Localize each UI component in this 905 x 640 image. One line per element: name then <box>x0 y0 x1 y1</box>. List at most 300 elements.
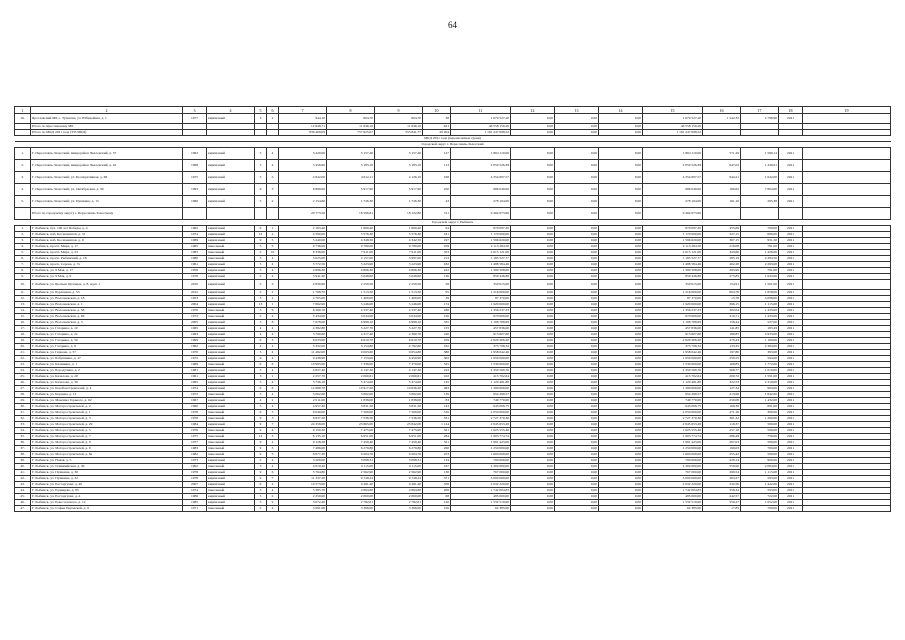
table-cell: 0,00 <box>511 308 555 314</box>
table-cell: 2 830,90 <box>279 280 327 290</box>
table-cell: 2010 <box>183 280 207 290</box>
table-cell: 0,00 <box>599 452 643 458</box>
table-cell: Г. Рыбинск, ул. Бурлацкая, д. 53 <box>31 290 183 296</box>
table-cell: 5. <box>15 250 31 256</box>
table-cell: 2021 <box>779 274 803 280</box>
table-cell: 0,00 <box>599 344 643 350</box>
table-cell: 1962 <box>183 344 207 350</box>
table-cell: 749 770,00 <box>451 398 511 404</box>
table-cell: 5. <box>15 196 31 208</box>
table-cell: 2021 <box>779 428 803 434</box>
table-cell: 1967 <box>183 398 207 404</box>
table-cell: 0,00 <box>555 488 599 494</box>
table-cell: панельный <box>207 410 255 416</box>
table-cell: 0,00 <box>511 274 555 280</box>
table-cell: 130 <box>423 470 451 476</box>
table-cell: 2021 <box>779 482 803 488</box>
table-cell: 904,00 <box>741 386 779 392</box>
table-cell: 2021 <box>779 184 803 196</box>
table-cell: 3 062,60 <box>279 392 327 398</box>
table-cell: 2 <box>267 290 279 296</box>
table-cell: 1 591,00 <box>741 280 779 290</box>
table-cell: 127,32 <box>703 386 741 392</box>
table-cell: 0,00 <box>555 410 599 416</box>
table-cell: 46. <box>15 500 31 506</box>
table-cell: 7 153,00 <box>327 356 375 362</box>
table-cell: 5 <box>267 238 279 244</box>
table-cell: 4 126,10 <box>375 172 423 184</box>
table-cell: 12. <box>15 296 31 302</box>
column-number: 12 <box>511 107 555 114</box>
table-cell: 2 <box>267 500 279 506</box>
table-cell: 181 <box>423 232 451 238</box>
table-cell: 278 104,00 <box>451 196 511 208</box>
table-cell: 0,00 <box>599 440 643 446</box>
table-cell: 28. <box>15 392 31 398</box>
table-cell: 3 456,90 <box>279 160 327 172</box>
table-cell: 358 <box>423 482 451 488</box>
table-cell: 7 <box>267 476 279 482</box>
table-cell: 3 <box>255 374 267 380</box>
table-cell: 0,00 <box>599 160 643 172</box>
table-cell: 9 <box>255 356 267 362</box>
table-cell: 804,70 <box>327 114 375 124</box>
table-cell: 1961 <box>183 262 207 268</box>
table-cell: 4 957,40 <box>279 404 327 410</box>
page-number: 64 <box>448 20 457 30</box>
table-cell: 1963 <box>183 332 207 338</box>
table-cell: 1 950 000,00 <box>643 356 703 362</box>
table-cell: 0,00 <box>555 268 599 274</box>
table-cell: Г. Рыбинск, ул. Моторостроителей, д. 5 <box>31 428 183 434</box>
table-cell: 4 <box>267 506 279 512</box>
table-cell: 5 <box>255 280 267 290</box>
table-cell: 20. <box>15 344 31 350</box>
table-cell: 0,00 <box>599 332 643 338</box>
table-cell: Г. Рыбинск, ул. Софьи Перовской, д. 6 <box>31 506 183 512</box>
table-cell: 593,00 <box>741 488 779 494</box>
table-cell: панельный <box>207 464 255 470</box>
table-cell: 2021 <box>779 232 803 238</box>
table-cell: 327,15 <box>703 232 741 238</box>
table-cell: 3 474,00 <box>375 380 423 386</box>
table-cell: Г. Рыбинск, просп. Серова, д. 7а <box>31 262 183 268</box>
table-cell: 1970 <box>183 308 207 314</box>
table-cell: 1 903 774,74 <box>643 434 703 440</box>
table-cell: 1982 <box>183 452 207 458</box>
table-cell: Г. Рыбинск, просп. Рыбинский, д. 18 <box>31 256 183 262</box>
table-cell: Г. Рыбинск, ул. Качалова, д. 30 <box>31 380 183 386</box>
table-cell: 46 558 150,20 <box>451 124 511 130</box>
table-cell: 259,55 <box>703 356 741 362</box>
table-cell: 0,00 <box>599 274 643 280</box>
table-cell: 4 <box>267 350 279 356</box>
table-cell: 0,00 <box>511 124 555 130</box>
table-cell: 39. <box>15 458 31 464</box>
table-cell: 5 <box>255 488 267 494</box>
table-cell: 804,76 <box>703 290 741 296</box>
table-cell: 2021 <box>779 470 803 476</box>
section-heading: МКД 2021 года (перенесенные сроки) <box>15 136 891 142</box>
table-cell: 367,15 <box>703 238 741 244</box>
table-cell: 9 <box>255 428 267 434</box>
table-cell: 2021 <box>779 332 803 338</box>
table-cell: 4 <box>267 344 279 350</box>
table-cell: 0,00 <box>555 114 599 124</box>
table-cell: 3 <box>267 434 279 440</box>
table-cell: 5 025,00 <box>279 256 327 262</box>
table-cell: 0,00 <box>511 356 555 362</box>
table-cell: Г. Рыбинск, ул. Олимпийская, д. 36 <box>31 464 183 470</box>
table-cell: 2 059 526,39 <box>643 160 703 172</box>
table-cell: 0,00 <box>599 130 643 136</box>
table-cell: 5 <box>255 274 267 280</box>
table-cell: 6 010,70 <box>375 338 423 344</box>
table-cell: 9. <box>15 274 31 280</box>
table-cell: Г. Рыбинск, ул. Моторостроителей, д. 2 <box>31 404 183 410</box>
table-cell: кирпичный <box>207 344 255 350</box>
table-cell: 9 <box>255 446 267 452</box>
table-cell: 255,42 <box>703 452 741 458</box>
table-cell: кирпичный <box>207 238 255 244</box>
table-cell: 2 820 206,20 <box>643 338 703 344</box>
table-cell: 222 <box>423 268 451 274</box>
table-cell: 3 034,00 <box>375 314 423 320</box>
table-cell: 208 <box>423 488 451 494</box>
table-cell: 0,00 <box>555 350 599 356</box>
table-cell: 1. <box>15 226 31 232</box>
table-cell: 0,00 <box>599 446 643 452</box>
table-cell: 3 068,31 <box>375 458 423 464</box>
table-cell: 621 <box>423 124 451 130</box>
table-cell: 87 370,00 <box>451 296 511 302</box>
table-cell: 527,00 <box>741 320 779 326</box>
table-cell: 0,00 <box>555 130 599 136</box>
table-cell: кирпичный <box>207 404 255 410</box>
table-cell: 7. <box>15 262 31 268</box>
table-cell: 44. <box>15 488 31 494</box>
table-cell: 8 077,20 <box>279 452 327 458</box>
table-cell: 0,00 <box>599 256 643 262</box>
table-cell: 0,00 <box>599 184 643 196</box>
table-cell: 4 <box>267 464 279 470</box>
table-cell: 9 491,40 <box>327 482 375 488</box>
table-cell: 1989 <box>183 362 207 368</box>
table-cell: 9 <box>255 440 267 446</box>
table-cell: 599,00 <box>741 422 779 428</box>
table-cell: 113 <box>423 160 451 172</box>
table-cell: 325 <box>423 362 451 368</box>
table-cell: Г. Переславль-Залесский, ул. Кооперативная, д. 68 <box>31 172 183 184</box>
table-cell: Г. Рыбинск, ул. Расторгуева, д. 40 <box>31 482 183 488</box>
table-cell: 2021 <box>779 494 803 500</box>
table-cell: Г. Рыбинск, ул. Качалова, д. 20 <box>31 374 183 380</box>
table-cell: 275,85 <box>703 274 741 280</box>
table-cell: 11 482,00 <box>279 350 327 356</box>
table-cell: 5 <box>255 320 267 326</box>
table-cell: 804,70 <box>375 114 423 124</box>
table-cell: 9 <box>255 416 267 422</box>
table-cell: 485 000,00 <box>643 494 703 500</box>
table-cell: 986 040,00 <box>643 184 703 196</box>
table-cell: 3 062,00 <box>375 392 423 398</box>
table-cell: 3 576,30 <box>375 232 423 238</box>
table-cell: 4 382,80 <box>279 326 327 332</box>
table-cell: 5 <box>255 368 267 374</box>
table-cell: панельный <box>207 446 255 452</box>
table-cell: 1 726,30 <box>327 196 375 208</box>
table-cell: 2021 <box>779 362 803 368</box>
table-cell: 1 600 000,00 <box>451 452 511 458</box>
table-cell: 2 259,50 <box>327 280 375 290</box>
table-cell: 0,00 <box>555 172 599 184</box>
table-cell: 3 764,80 <box>279 470 327 476</box>
table-cell: 1 958 042,46 <box>451 350 511 356</box>
table-cell: 3 366,00 <box>375 506 423 512</box>
table-cell: 36. <box>15 440 31 446</box>
table-cell: 2021 <box>779 488 803 494</box>
table-cell: 1 185 527,77 <box>643 256 703 262</box>
table-cell: 0,00 <box>555 326 599 332</box>
table-cell: 0,00 <box>511 350 555 356</box>
table-cell: 4 <box>255 326 267 332</box>
table-cell: 62 385,00 <box>451 506 511 512</box>
table-cell: 193 <box>423 368 451 374</box>
table-cell: 2 782,61 <box>375 500 423 506</box>
table-cell: 0,00 <box>511 440 555 446</box>
table-cell: 2 <box>267 296 279 302</box>
table-cell: 2 <box>267 232 279 238</box>
table-cell: 141,85 <box>703 326 741 332</box>
table-cell: 5 917,90 <box>375 184 423 196</box>
table-cell: 0,00 <box>511 302 555 308</box>
table-cell: 183,29 <box>741 326 779 332</box>
table-cell: 2 <box>267 114 279 124</box>
table-cell: 10 636,20 <box>375 386 423 392</box>
table-cell: 9 749,24 <box>327 476 375 482</box>
table-cell: 5 <box>255 160 267 172</box>
table-cell: 9 482 673,96 <box>643 208 703 220</box>
table-cell: 2021 <box>779 392 803 398</box>
table-cell: 2021 <box>779 196 803 208</box>
table-cell: 1 909,40 <box>375 226 423 232</box>
table-cell: 0,00 <box>599 250 643 256</box>
table-cell: 1 356 237,23 <box>643 308 703 314</box>
table-cell: 7 500,00 <box>375 410 423 416</box>
table-cell: 162 <box>423 344 451 350</box>
table-cell: 213 <box>423 256 451 262</box>
table-cell: 3 <box>267 452 279 458</box>
table-cell: 10 917,20 <box>327 386 375 392</box>
table-cell: 457 836,00 <box>643 326 703 332</box>
table-cell: 3 576,30 <box>327 232 375 238</box>
table-cell: 1 390 508,00 <box>451 268 511 274</box>
table-cell: 0,00 <box>555 494 599 500</box>
table-cell: 1983 <box>183 250 207 256</box>
table-cell: 1 124 <box>423 422 451 428</box>
table-cell: 155 <box>423 326 451 332</box>
table-cell: 102 <box>423 374 451 380</box>
table-cell: 9 780,00 <box>375 244 423 250</box>
table-cell: кирпичный <box>207 196 255 208</box>
table-cell: 0,00 <box>555 302 599 308</box>
table-cell: 2 705,00 <box>279 296 327 302</box>
table-cell: 119,37 <box>703 422 741 428</box>
table-cell: 331 <box>423 416 451 422</box>
table-cell: 1974 <box>183 232 207 238</box>
table-cell: Г. Рыбинск, бул. 100 лет Победы, д. 4 <box>31 226 183 232</box>
table-cell: кирпичный <box>207 268 255 274</box>
table-cell: 2 632 220,00 <box>451 482 511 488</box>
table-cell: 2021 <box>779 386 803 392</box>
table-cell: 40. <box>15 464 31 470</box>
table-cell: 654 290,57 <box>451 392 511 398</box>
table-cell: 11 846,10 <box>375 124 423 130</box>
table-cell: 5 <box>255 392 267 398</box>
table-cell: 2021 <box>779 380 803 386</box>
table-cell: кирпичный <box>207 368 255 374</box>
table-cell: 7 336,00 <box>327 362 375 368</box>
table-row <box>15 196 891 208</box>
table-cell: 3 997,00 <box>375 256 423 262</box>
table-cell: 1980 <box>183 256 207 262</box>
table-cell: 0,00 <box>555 500 599 506</box>
column-number: 15 <box>643 107 703 114</box>
table-cell: кирпичный <box>207 500 255 506</box>
table-cell-empty <box>803 148 891 160</box>
table-cell: кирпичный <box>207 160 255 172</box>
table-cell: 1 169,00 <box>741 338 779 344</box>
table-cell: 8 135,10 <box>279 434 327 440</box>
table-cell: 0,00 <box>511 280 555 290</box>
table-cell: 0,00 <box>511 232 555 238</box>
table-body <box>15 107 891 512</box>
table-cell: 5 246,00 <box>375 302 423 308</box>
table-cell: 1 838,00 <box>327 398 375 404</box>
table-cell: 0,00 <box>511 262 555 268</box>
table-cell: 30. <box>15 404 31 410</box>
table-cell: 0,00 <box>555 296 599 302</box>
table-cell: 4 157,00 <box>327 256 375 262</box>
table-cell: 182 <box>423 262 451 268</box>
table-cell: 2021 <box>779 410 803 416</box>
table-cell: 1 909,40 <box>327 226 375 232</box>
table-cell: 18 596,81 <box>327 208 375 220</box>
table-cell: 33. <box>15 422 31 428</box>
table-cell: 2 820 206,20 <box>451 338 511 344</box>
table-cell: 366,15 <box>703 302 741 308</box>
table-cell: 10 573,00 <box>279 482 327 488</box>
table-cell: 9 749,24 <box>375 476 423 482</box>
table-cell: 4 <box>267 332 279 338</box>
table-cell: 709,00 <box>741 226 779 232</box>
table-cell: 2021 <box>779 338 803 344</box>
table-cell: 1 591,00 <box>741 374 779 380</box>
table-cell: 0,00 <box>599 262 643 268</box>
table-cell: 24 358,00 <box>279 422 327 428</box>
table-cell: 12 <box>255 232 267 238</box>
column-number: 5 <box>255 107 267 114</box>
table-cell: 931,50 <box>741 238 779 244</box>
table-cell: Г. Рыбинск, ул. Моторостроителей, д. 9 <box>31 440 183 446</box>
table-cell: 2021 <box>779 446 803 452</box>
table-cell: 19. <box>15 338 31 344</box>
table-cell: 168,85 <box>703 362 741 368</box>
table-cell: 1 596 620,00 <box>643 238 703 244</box>
table-cell: 2021 <box>779 238 803 244</box>
table-cell: 0,00 <box>599 296 643 302</box>
table-cell: 0,00 <box>555 232 599 238</box>
table-cell: 134 <box>423 458 451 464</box>
table-cell: 285,19 <box>703 256 741 262</box>
table-cell: 1 920 000,00 <box>451 302 511 308</box>
table-cell: Г. Рыбинск, ул. Волочаевская, д. 5 <box>31 320 183 326</box>
table-cell: 0,00 <box>599 380 643 386</box>
table-cell: 1. <box>15 148 31 160</box>
table-cell <box>267 208 279 220</box>
table-cell: кирпичный <box>207 274 255 280</box>
table-cell <box>779 208 803 220</box>
table-cell: 485 000,00 <box>451 494 511 500</box>
table-cell: 2021 <box>779 244 803 250</box>
table-cell: 6 998,10 <box>327 320 375 326</box>
table-cell: 3. <box>15 172 31 184</box>
table-cell: 343,60 <box>703 250 741 256</box>
table-cell: 1961 <box>183 374 207 380</box>
table-cell: 0,00 <box>555 392 599 398</box>
table-cell: 2 059 526,39 <box>451 160 511 172</box>
table-cell: панельный <box>207 244 255 250</box>
table-cell: 46 558 150,20 <box>643 124 703 130</box>
table-cell: 2 <box>267 494 279 500</box>
table-cell: 3 474,00 <box>327 380 375 386</box>
table-cell: 26. <box>15 380 31 386</box>
table-row <box>15 172 891 184</box>
table-cell: Г. Рыбинск, ул. Пушкина, д. 32 <box>31 476 183 482</box>
table-cell: 7 611,00 <box>375 250 423 256</box>
table-cell: 0,00 <box>511 130 555 136</box>
table-cell: Г. Рыбинск, ул. 9 Мая, д. 9 <box>31 274 183 280</box>
table-cell: 0,00 <box>555 308 599 314</box>
table-cell: 5 <box>255 350 267 356</box>
table-cell: 23 842,00 <box>375 422 423 428</box>
table-cell: Г. Рыбинск, наб. Космонавтов, д. 31 <box>31 232 183 238</box>
table-cell: 350 015,00 <box>643 280 703 290</box>
table-cell: 709,00 <box>741 506 779 512</box>
table-cell: 4 <box>267 440 279 446</box>
table-cell: 4 933,00 <box>741 332 779 338</box>
table-cell: Г. Рыбинск, ул. Бородулина, д. 2 <box>31 368 183 374</box>
table-cell: 4 <box>255 344 267 350</box>
table-cell: кирпичный <box>207 226 255 232</box>
table-cell: 9 003,60 <box>327 350 375 356</box>
table-cell: 133,35 <box>703 344 741 350</box>
table-cell: 186,85 <box>703 332 741 338</box>
table-cell: 9 040,00 <box>279 410 327 416</box>
table-cell: панельный <box>207 416 255 422</box>
table-cell: 0,00 <box>599 172 643 184</box>
table-cell: 302 <box>423 356 451 362</box>
table-cell: 4. <box>15 244 31 250</box>
table-cell: 1985 <box>183 244 207 250</box>
table-cell: 4 864,80 <box>375 488 423 494</box>
table-cell: Г. Рыбинск, ул. Корнева, д. 12 <box>31 392 183 398</box>
table-cell: 1 679 527,20 <box>451 114 511 124</box>
table-cell: 2021 <box>779 302 803 308</box>
table-cell: 1962 <box>183 226 207 232</box>
table-cell: 0,00 <box>555 250 599 256</box>
table-cell: 9 780,00 <box>327 244 375 250</box>
